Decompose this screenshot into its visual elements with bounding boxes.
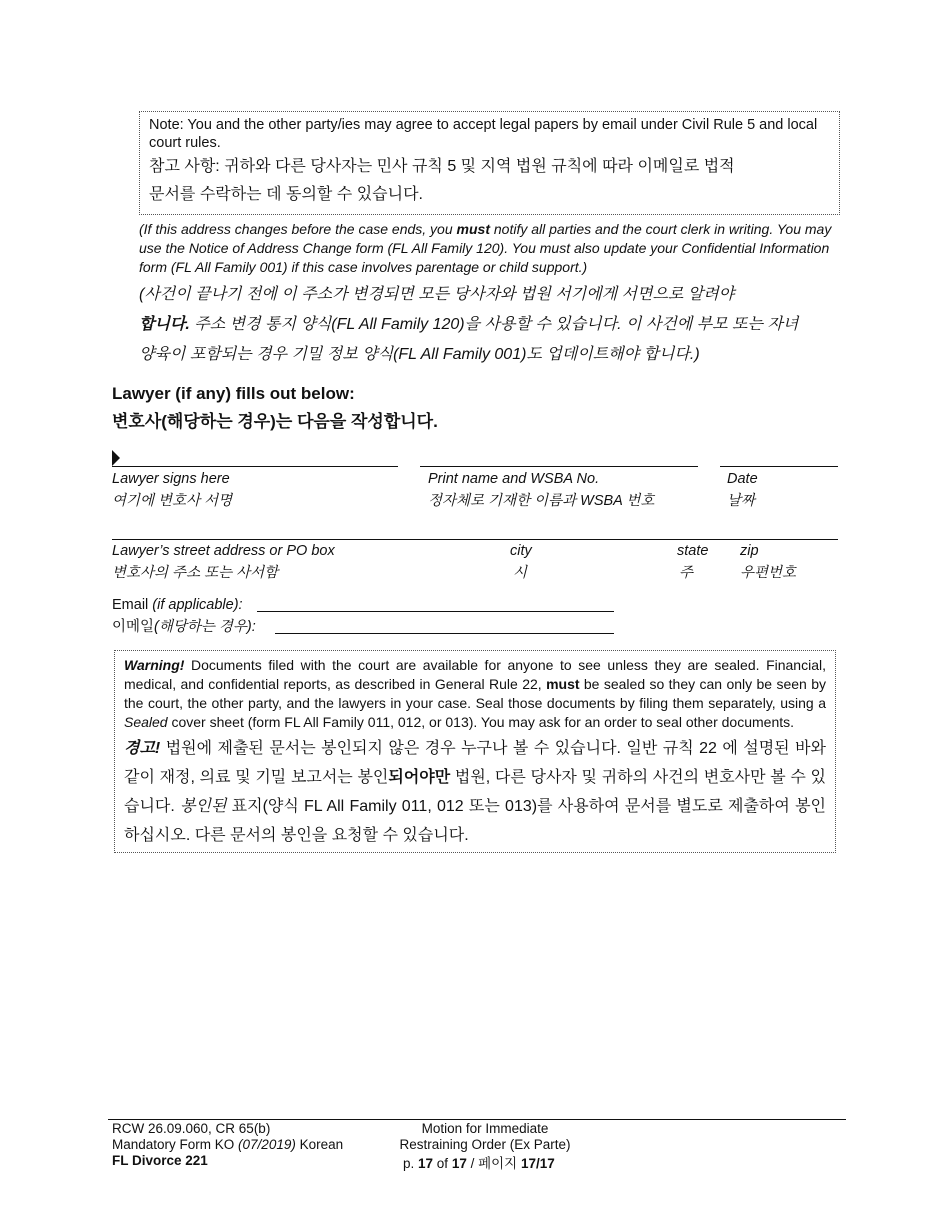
lawyer-heading-en: Lawyer (if any) fills out below: — [112, 384, 355, 403]
print-name-line[interactable] — [420, 466, 698, 467]
email-line-ko[interactable] — [275, 633, 614, 634]
date-line[interactable] — [720, 466, 838, 467]
lawyer-signs-label-en: Lawyer signs here — [112, 471, 230, 487]
footer-form-id: FL Divorce 221 — [112, 1153, 208, 1168]
address-label-en: Lawyer’s street address or PO box — [112, 543, 335, 559]
zip-label-ko: 우편번호 — [740, 565, 797, 581]
state-label-en: state — [677, 543, 709, 559]
city-label-en: city — [510, 543, 532, 559]
address-change-paragraph — [139, 220, 841, 370]
warning-en: Warning! Documents filed with the court are available for anyone to see unless they are sealed. Financial, medical, and confidential reports, as described in General Rule 22, must be sealed so they can only be seen by the court, the other party, and the lawyers in your case. Seal those documents by filing them separately, using a Sealed cover sheet (form FL All Family 011, 012, or 013). You may ask for an order to seal other documents. — [124, 657, 827, 730]
email-label-ko: 이메일(해당하는 경우): — [112, 619, 256, 635]
footer-page-number: p. 17 of 17 / 페이지 17/17 — [403, 1156, 555, 1171]
email-note-box — [139, 111, 840, 215]
footer-title-line2: Restraining Order (Ex Parte) — [399, 1137, 571, 1152]
address-change-en: (If this address changes before the case ends, you must notify all parties and the court clerk in writing. You may use the Notice of Address Change form (FL All Family 120). You must also update your Confidential Information form (FL All Family 001) if this case involves parentage or child support.) — [139, 221, 832, 275]
city-label-ko: 시 — [513, 565, 528, 581]
email-note-ko-line1: 참고 사항: 귀하와 다른 당사자는 민사 규칙 5 및 지역 법원 규칙에 따라 이메일로 법적 — [149, 158, 735, 175]
warning-ko: 경고! 법원에 제출된 문서는 봉인되지 않은 경우 누구나 볼 수 있습니다. 일반 규칙 22 에 설명된 바와 같이 재정, 의료 및 기밀 보고서는 봉인되어야만 법원, 다른 당사자 및 귀하의 사건의 변호사만 볼 수 있습니다. 봉인된 표지(양식 FL All Family 011, 012 또는 013)를 사용하여 문서를 별도로 제출하여 봉인하십시오. 다른 문서의 봉인을 요청할 수 있습니다. — [124, 740, 826, 844]
state-label-ko: 주 — [679, 565, 694, 581]
print-name-label-ko: 정자체로 기재한 이름과 WSBA 번호 — [428, 493, 655, 509]
address-label-ko: 변호사의 주소 또는 사서함 — [112, 565, 279, 581]
signature-pointer-icon — [112, 450, 120, 466]
date-label-ko: 날짜 — [727, 493, 756, 509]
footer-divider — [108, 1119, 846, 1120]
footer-title-line1: Motion for Immediate — [421, 1121, 549, 1136]
footer-mandatory-form: Mandatory Form KO (07/2019) Korean — [112, 1137, 344, 1152]
footer-rcw: RCW 26.09.060, CR 65(b) — [112, 1121, 271, 1136]
email-label-en: Email (if applicable): — [112, 597, 243, 613]
lawyer-signs-label-ko: 여기에 변호사 서명 — [112, 493, 233, 509]
date-label-en: Date — [727, 471, 758, 487]
warning-box — [114, 650, 836, 853]
print-name-label-en: Print name and WSBA No. — [428, 471, 600, 487]
email-line-en[interactable] — [257, 611, 614, 612]
address-change-ko: (사건이 끝나기 전에 이 주소가 변경되면 모든 당사자와 법원 서기에게 서면으로 알려야 합니다. 주소 변경 통지 양식(FL All Family 120)을 사용할 수 있습니다. 이 사건에 부모 또는 자녀 양육이 포함되는 경우 기밀 정보 양식(FL All Family 001)도 업데이트해야 합니다.) — [139, 286, 799, 363]
lawyer-heading-ko: 변호사(해당하는 경우)는 다음을 작성합니다. — [112, 412, 438, 431]
lawyer-signature-line[interactable] — [112, 466, 398, 467]
zip-label-en: zip — [740, 543, 759, 559]
email-note-en: Note: You and the other party/ies may agree to accept legal papers by email under Civil Rule 5 and local court rules. — [149, 117, 818, 151]
email-note-ko-line2: 문서를 수락하는 데 동의할 수 있습니다. — [149, 186, 423, 203]
lawyer-address-line[interactable] — [112, 539, 838, 540]
